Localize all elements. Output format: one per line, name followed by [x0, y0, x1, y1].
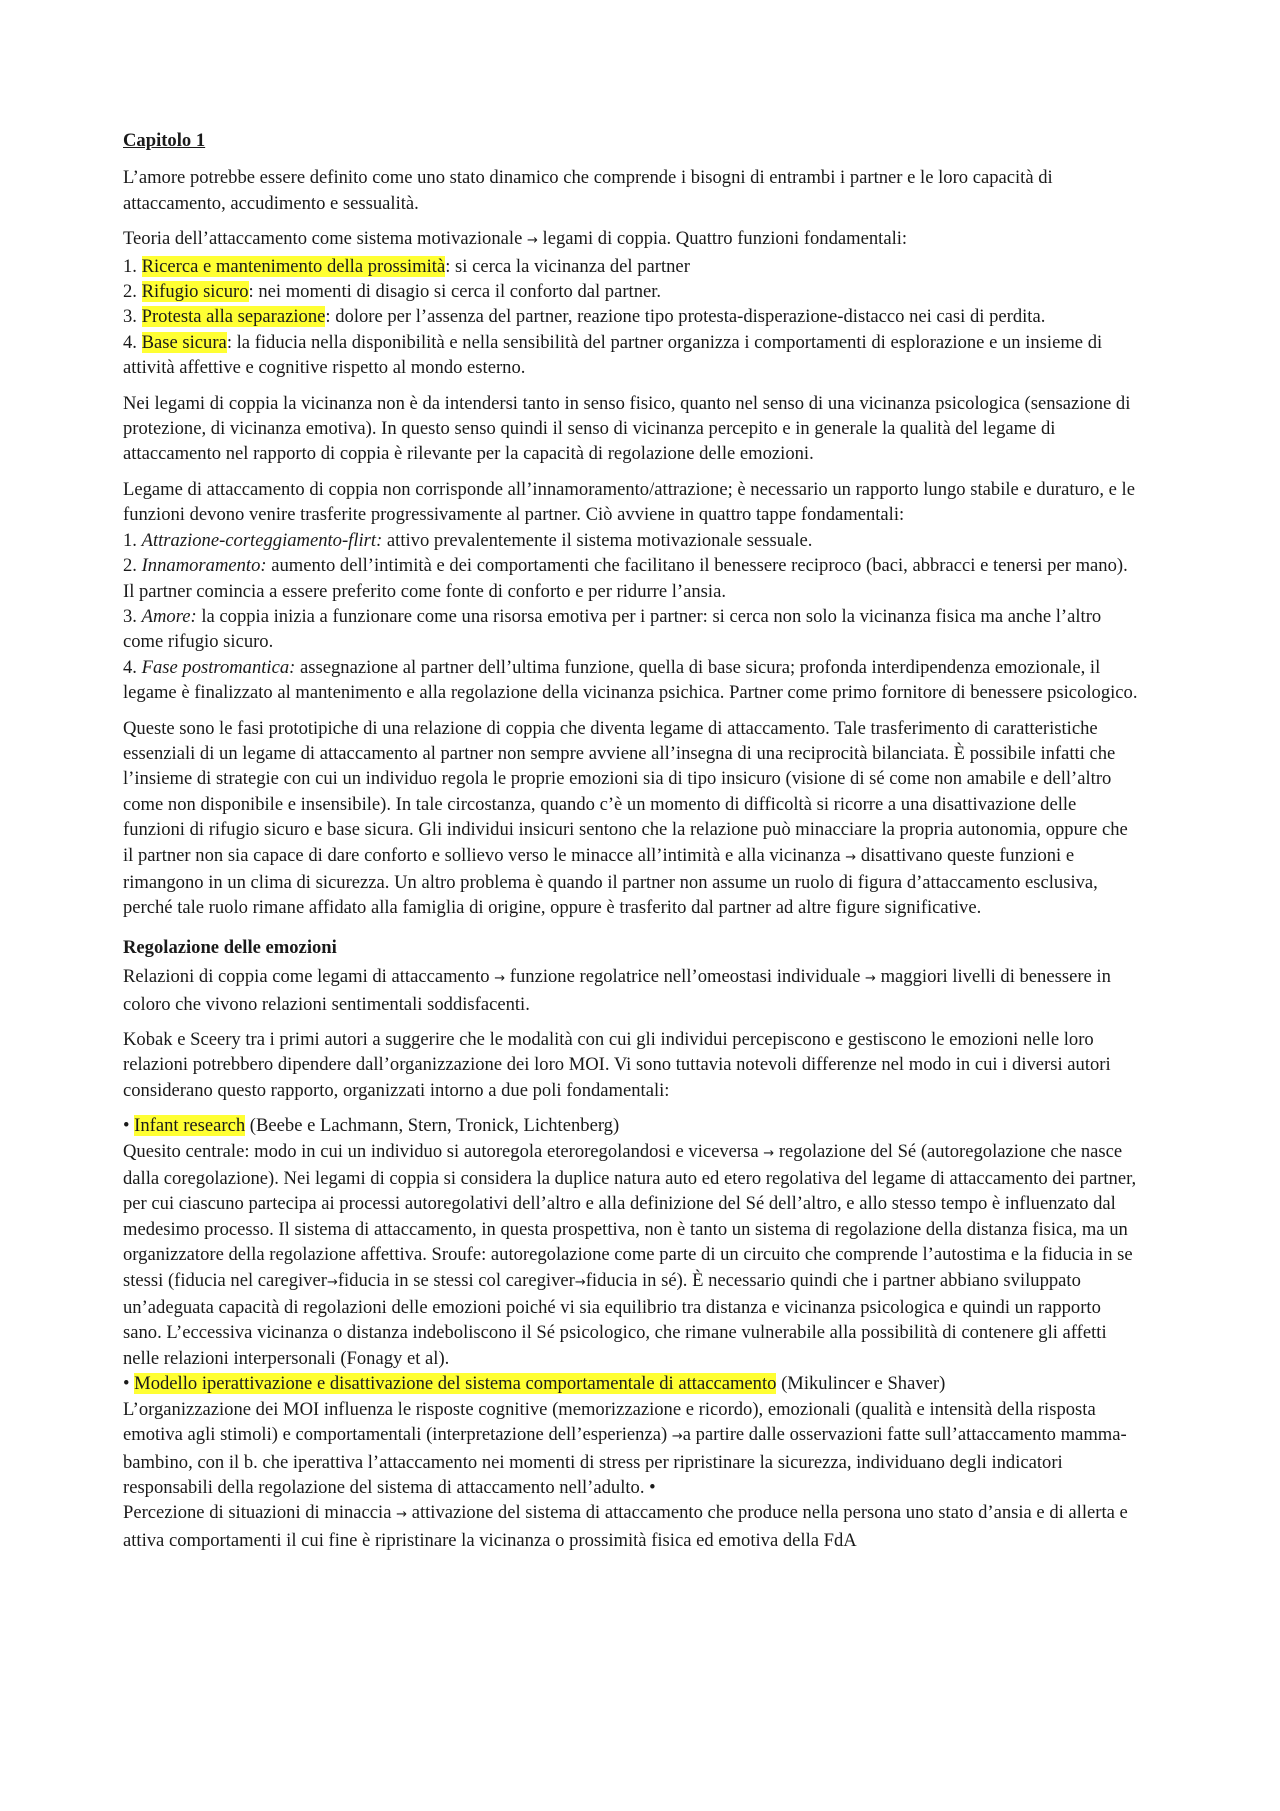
- paragraph-kobak-sceery: Kobak e Sceery tra i primi autori a suggerire che le modalità con cui gli individui percepiscono e gestiscono le emozioni nelle loro relazioni potrebbero dipendere dall’organizzazione dei loro MOI. Vi sono tuttavia notevoli differenze nel modo in cui i diversi autori considerano questo rapporto, organizzati intorno a due poli fondamentali:: [123, 1029, 1111, 1101]
- arrow-icon: →: [845, 849, 857, 865]
- paragraph-attachment-theory: [123, 226, 1140, 380]
- attachment-intro-line: Teoria dell’attaccamento come sistema motivazionale → legami di coppia. Quattro funzioni fondamentali:: [123, 228, 908, 250]
- section-heading: Regolazione delle emozioni: [123, 936, 337, 958]
- page-title: Capitolo 1: [123, 130, 206, 151]
- italic-term: Attrazione-corteggiamento-flirt:: [141, 529, 383, 551]
- list-item: 2. Rifugio sicuro: nei momenti di disagio si cerca il conforto dal partner.: [123, 281, 662, 303]
- list-item: 4. Base sicura: la fiducia nella disponibilità e nella sensibilità del partner organizza i comportamenti di esplorazione e un insieme di attività affettive e cognitive rispetto al mondo esterno.: [123, 331, 1103, 379]
- arrow-icon: →: [526, 233, 538, 249]
- highlighted-term: Infant research: [134, 1115, 246, 1137]
- bullet-hyperactivation-model: • Modello iperattivazione e disattivazione del sistema comportamentale di attaccamento (Mikulincer e Shaver): [123, 1373, 946, 1395]
- arrow-icon: →: [574, 1274, 586, 1290]
- list-item: 1. Attrazione-corteggiamento-flirt: attivo prevalentemente il sistema motivazionale sessuale.: [123, 529, 813, 551]
- italic-term: Fase postromantica:: [141, 656, 296, 678]
- arrow-icon: →: [763, 1145, 775, 1161]
- bullet-infant-research: • Infant research (Beebe e Lachmann, Stern, Tronick, Lichtenberg): [123, 1115, 620, 1137]
- paragraph-psychological-closeness: Nei legami di coppia la vicinanza non è da intendersi tanto in senso fisico, quanto nel senso di una vicinanza psicologica (sensazione di protezione, di vicinanza emotiva). In questo senso quindi il senso di vicinanza percepito e in generale la qualità del legame di attaccamento nel rapporto di coppia è rilevante per la capacità di regolazione delle emozioni.: [123, 392, 1131, 465]
- paragraph-attachment-stages: [123, 477, 1140, 706]
- list-item: 2. Innamoramento: aumento dell’intimità e dei comportamenti che facilitano il benessere reciproco (baci, abbracci e tenersi per mano). Il partner comincia a essere preferito come fonte di conforto e per ridurre l’ansia.: [123, 555, 1128, 602]
- highlighted-term: Rifugio sicuro: [141, 281, 249, 303]
- paragraph-love-definition: L’amore potrebbe essere definito come uno stato dinamico che comprende i bisogni di entrambi i partner e le loro capacità di attaccamento, accudimento e sessualità.: [123, 167, 1053, 214]
- arrow-icon: →: [671, 1429, 683, 1445]
- highlighted-term: Base sicura: [141, 331, 227, 353]
- list-item: 3. Amore: la coppia inizia a funzionare come una risorsa emotiva per i partner: si cerca non solo la vicinanza fisica ma anche l’altro come rifugio sicuro.: [123, 605, 1102, 653]
- italic-term: Amore:: [141, 605, 197, 627]
- bullet-icon: •: [123, 1373, 130, 1395]
- paragraph-prototypical-phases: Queste sono le fasi prototipiche di una relazione di coppia che diventa legame di attaccamento. Tale trasferimento di caratteristiche essenziali di un legame di attaccamento al partner non sempre avviene all’insegna di una reciprocità bilanciata. È possibile infatti che l’insieme di strategie con cui un individuo regola le proprie emozioni sia di tipo insicuro (visione di sé come non amabile e dell’altro come non disponibile e insensibile). In tale circostanza, quando c’è un momento di difficoltà si ricorre a una disattivazione delle funzioni di rifugio sicuro e base sicura. Gli individui insicuri sentono che la relazione può minacciare la propria autonomia, oppure che il partner non sia capace di dare conforto e sollievo verso le minacce all’intimità e alla vicinanza → disattivano queste funzioni e rimangono in un clima di sicurezza. Un altro problema è quando il partner non assume un ruolo di figura d’attaccamento esclusiva, perché tale ruolo rimane affidato alla famiglia di origine, oppure è trasferito dal partner ad altre figure significative.: [123, 717, 1128, 919]
- infant-research-body: Quesito centrale: modo in cui un individuo si autoregola eteroregolandosi e viceversa → regolazione del Sé (autoregolazione che nasce dalla coregolazione). Nei legami di coppia si considera la duplice natura auto ed etero regolativa del legame di attaccamento dei partner, per cui ciascuno partecipa ai processi autoregolativi dell’altro e alla definizione del Sé dell’altro, e allo stesso tempo è influenzato dal medesimo processo. Il sistema di attaccamento, in questa prospettiva, non è tanto un sistema di regolazione della distanza fisica, ma un organizzatore della regolazione affettiva. Sroufe: autoregolazione come parte di un circuito che comprende l’autostima e la fiducia in se stessi (fiducia nel caregiver→fiducia in se stessi col caregiver→fiducia in sé). È necessario quindi che i partner abbiano sviluppato un’adeguata capacità di regolazioni delle emozioni poiché vi sia equilibrio tra distanza e vicinanza psicologica e quindi un rapporto sano. L’eccessiva vicinanza o distanza indeboliscono il Sé psicologico, che rimane vulnerabile alla possibilità di contenere gli affetti nelle relazioni interpersonali (Fonagy et al).: [123, 1140, 1137, 1369]
- arrow-icon: →: [396, 1507, 408, 1523]
- hyperactivation-model-body: L’organizzazione dei MOI influenza le risposte cognitive (memorizzazione e ricordo), emozionali (qualità e intensità della risposta emotiva agli stimoli) e comportamentali (interpretazione dell’esperienza) →a partire dalle osservazioni fatte sull’attaccamento mamma-bambino, con il b. che iperattiva l’attaccamento nei momenti di stress per ripristinare la sicurezza, individuano degli indicatori responsabili della regolazione del sistema di attaccamento nell’adulto. •: [123, 1398, 1127, 1498]
- bullet-icon: •: [123, 1115, 130, 1137]
- paragraph-two-poles: [123, 1113, 1140, 1553]
- arrow-icon: →: [326, 1274, 338, 1290]
- arrow-icon: →: [865, 971, 876, 987]
- arrow-icon: →: [494, 971, 506, 987]
- list-item: 3. Protesta alla separazione: dolore per l’assenza del partner, reazione tipo protesta-disperazione-distacco nei casi di perdita.: [123, 306, 1046, 328]
- stages-intro: Legame di attaccamento di coppia non corrisponde all’innamoramento/attrazione; è necessario un rapporto lungo stabile e duraturo, e le funzioni devono venire trasferite progressivamente al partner. Ciò avviene in quattro tappe fondamentali:: [123, 478, 1135, 526]
- highlighted-term: Modello iperattivazione e disattivazione del sistema comportamentale di attaccamento: [134, 1373, 777, 1395]
- italic-term: Innamoramento:: [141, 555, 267, 577]
- paragraph-regulatory-function: Relazioni di coppia come legami di attaccamento → funzione regolatrice nell’omeostasi individuale → maggiori livelli di benessere in coloro che vivono relazioni sentimentali soddisfacenti.: [123, 966, 1111, 1015]
- highlighted-term: Protesta alla separazione: [141, 306, 326, 328]
- highlighted-term: Ricerca e mantenimento della prossimità: [141, 255, 446, 277]
- list-item: 1. Ricerca e mantenimento della prossimità: si cerca la vicinanza del partner: [123, 255, 690, 277]
- list-item: 4. Fase postromantica: assegnazione al partner dell’ultima funzione, quella di base sicura; profonda interdipendenza emozionale, il legame è finalizzato al mantenimento e alla regolazione della vicinanza psichica. Partner come primo fornitore di benessere psicologico.: [123, 656, 1138, 704]
- threat-perception-line: Percezione di situazioni di minaccia → attivazione del sistema di attaccamento che produce nella persona uno stato d’ansia e di allerta e attiva comportamenti il cui fine è ripristinare la vicinanza o prossimità fisica ed emotiva della FdA: [123, 1502, 1128, 1551]
